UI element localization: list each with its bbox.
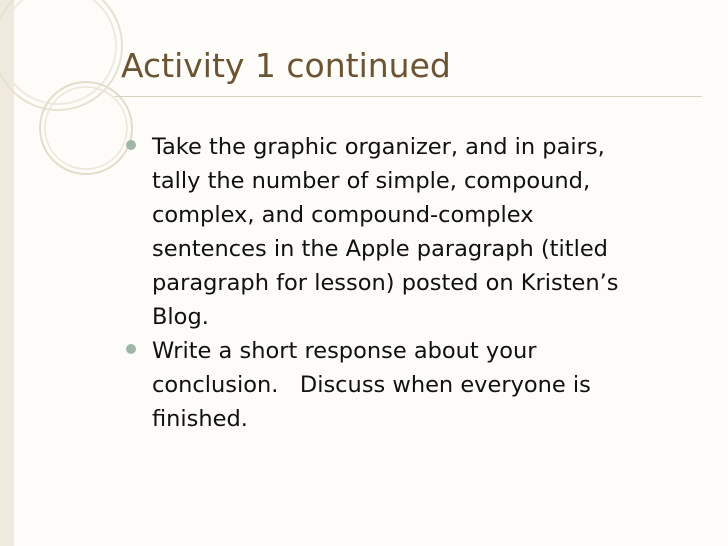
bullet-list — [124, 130, 714, 436]
bullet-item — [124, 334, 714, 436]
bullet-item — [124, 130, 714, 334]
bullet-text-line: Write a short response about your — [152, 338, 537, 364]
bullet-text-line: sentences in the Apple paragraph (titled — [152, 236, 608, 262]
title-divider — [114, 96, 702, 97]
bullet-text-line: Blog. — [152, 304, 209, 330]
bullet-text-line: paragraph for lesson) posted on Kristen’s — [152, 270, 619, 296]
bullet-text-line: tally the number of simple, compound, — [152, 168, 591, 194]
bullet-icon — [126, 140, 136, 150]
bullet-text-line: complex, and compound-complex — [152, 202, 534, 228]
slide-title: Activity 1 continued — [121, 46, 451, 85]
bullet-icon — [126, 344, 136, 354]
bullet-text-line: conclusion. Discuss when everyone is — [152, 372, 591, 398]
bullet-text-line: Take the graphic organizer, and in pairs, — [152, 134, 605, 160]
bullet-text-line: finished. — [152, 406, 248, 432]
